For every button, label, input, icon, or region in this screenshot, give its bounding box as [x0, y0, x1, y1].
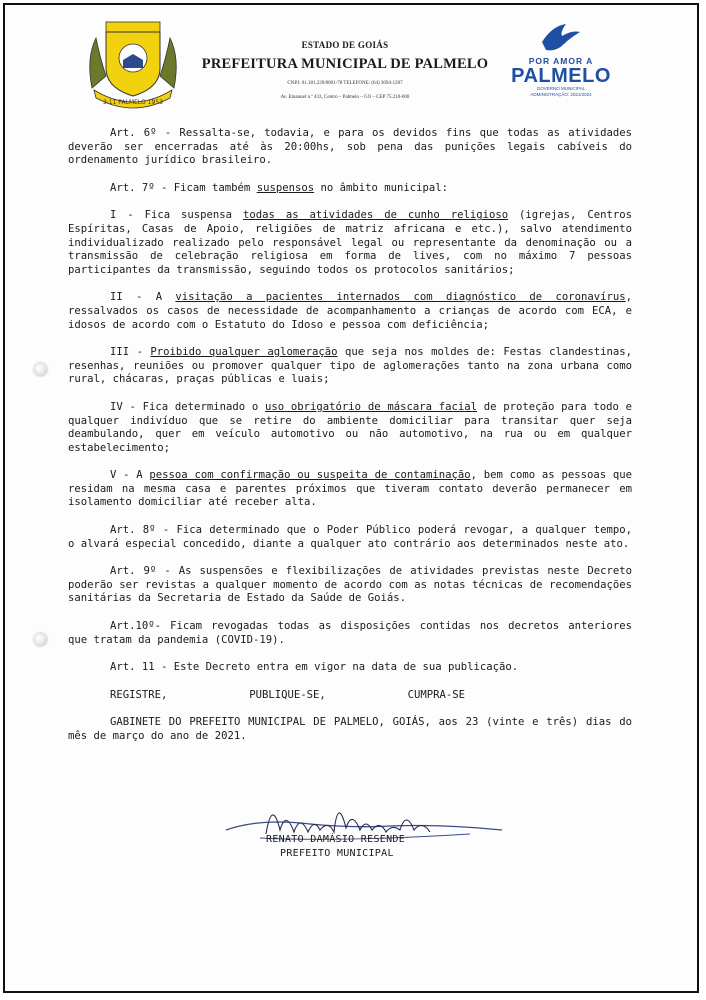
- punch-hole: [34, 633, 47, 646]
- article-6: Art. 6º - Ressalta-se, todavia, e para os devidos fins que todas as atividades deverão ser encerradas até às 20:00hs, sob pena das punições legais cabíveis do ordenamento jurídico brasileiro.: [68, 127, 632, 167]
- article-7: Art. 7º - Ficam também suspensos no âmbito municipal:: [110, 181, 449, 194]
- punch-hole: [34, 363, 47, 376]
- letterhead: [0, 0, 706, 120]
- publication-formula: [110, 689, 465, 703]
- article-10: Art.10º- Ficam revogadas todas as disposições contidas nos decretos anteriores que tratam da pandemia (COVID-19).: [68, 620, 632, 646]
- item-iii: III - Proibido qualquer aglomeração que seja nos moldes de: Festas clandestinas, resenhas, reuniões ou promover qualquer tipo de aglomerações tanto na zona urbana como rural, chácaras, praças públicas e luais;: [68, 346, 632, 386]
- address-line: Av. Emanuel n.º 433, Centro – Palmelo – GO – CEP 75.210-000: [280, 95, 410, 100]
- brand-administration: ADMINISTRAÇÃO: 2021/2024: [530, 91, 592, 97]
- article-11: Art. 11 - Este Decreto entra em vigor na data de sua publicação.: [110, 661, 519, 674]
- article-8: Art. 8º - Fica determinado que o Poder Público poderá revogar, a qualquer tempo, o alvará especial concedido, diante a qualquer ato contrário aos determinados neste ato.: [68, 524, 632, 550]
- registre-text: REGISTRE,: [110, 688, 168, 701]
- brand-name: PALMELO: [511, 65, 611, 87]
- brand-logo: [500, 22, 622, 112]
- gabinete-date-line: GABINETE DO PREFEITO MUNICIPAL DE PALMELO, GOIÁS, aos 23 (vinte e três) dias do mês de março do ano de 2021.: [68, 716, 632, 742]
- letterhead-text: [190, 40, 500, 100]
- cumpra-text: CUMPRA-SE: [407, 688, 465, 701]
- dove-icon: [538, 22, 582, 56]
- signer-name: RENATO DAMÁSIO RESENDE: [266, 834, 406, 845]
- item-iv: IV - Fica determinado o uso obrigatório de máscara facial de proteção para todo e qualquer indivíduo que se retire do ambiente domiciliar para transitar quer seja deambulando, quer em veículo automotivo ou não automotivo, na rua ou em qualquer estabelecimento;: [68, 400, 633, 454]
- municipal-coat-of-arms: [84, 18, 182, 110]
- article-9: Art. 9º - As suspensões e flexibilizações de atividades previstas neste Decreto poderão ser revistas a qualquer momento de acordo com as notas técnicas de recomendações sanitárias da Secretaria de Estado da Saúde de Goiás.: [68, 565, 632, 605]
- brand-tagline: POR AMOR A: [528, 56, 594, 66]
- prefeitura-name: PREFEITURA MUNICIPAL DE PALMELO: [201, 56, 489, 72]
- item-ii: II - A visitação a pacientes internados com diagnóstico de coronavírus, ressalvados os casos de necessidade de acompanhamento a crianças de acordo com ECA, e idosos de acordo com o Estatuto do Idoso e pessoa com deficiência;: [68, 291, 632, 331]
- decree-body: [68, 127, 632, 744]
- state-name: ESTADO DE GOIÁS: [301, 40, 389, 50]
- item-i: I - Fica suspensa todas as atividades de cunho religioso (igrejas, Centros Espíritas, Casas de Apoio, religiões de matriz africana e etc.), salvo atendimento individualizado realizado pelo responsável legal ou representante da denominação ou a transmissão de celebração religiosa em forma de lives, com no máximo 7 pessoas participantes da transmissão, seguindo todos os protocolos sanitários;: [68, 209, 632, 276]
- brand-subtitle: GOVERNO MUNICIPAL: [536, 86, 586, 91]
- item-v: V - A pessoa com confirmação ou suspeita de contaminação, bem como as pessoas que residam na mesma casa e parentes próximos que tiveram contato deverão permanecer em isolamento domiciliar até receber alta.: [68, 469, 632, 509]
- signer-role: PREFEITO MUNICIPAL: [280, 848, 394, 859]
- svg-text:3·11 PALMELO 1953: 3·11 PALMELO 1953: [103, 99, 163, 106]
- publique-text: PUBLIQUE-SE,: [249, 688, 326, 701]
- contact-line: CNPJ: 01.181.239/0001-78 TELEFONE: (64) 3094-1207: [287, 81, 403, 86]
